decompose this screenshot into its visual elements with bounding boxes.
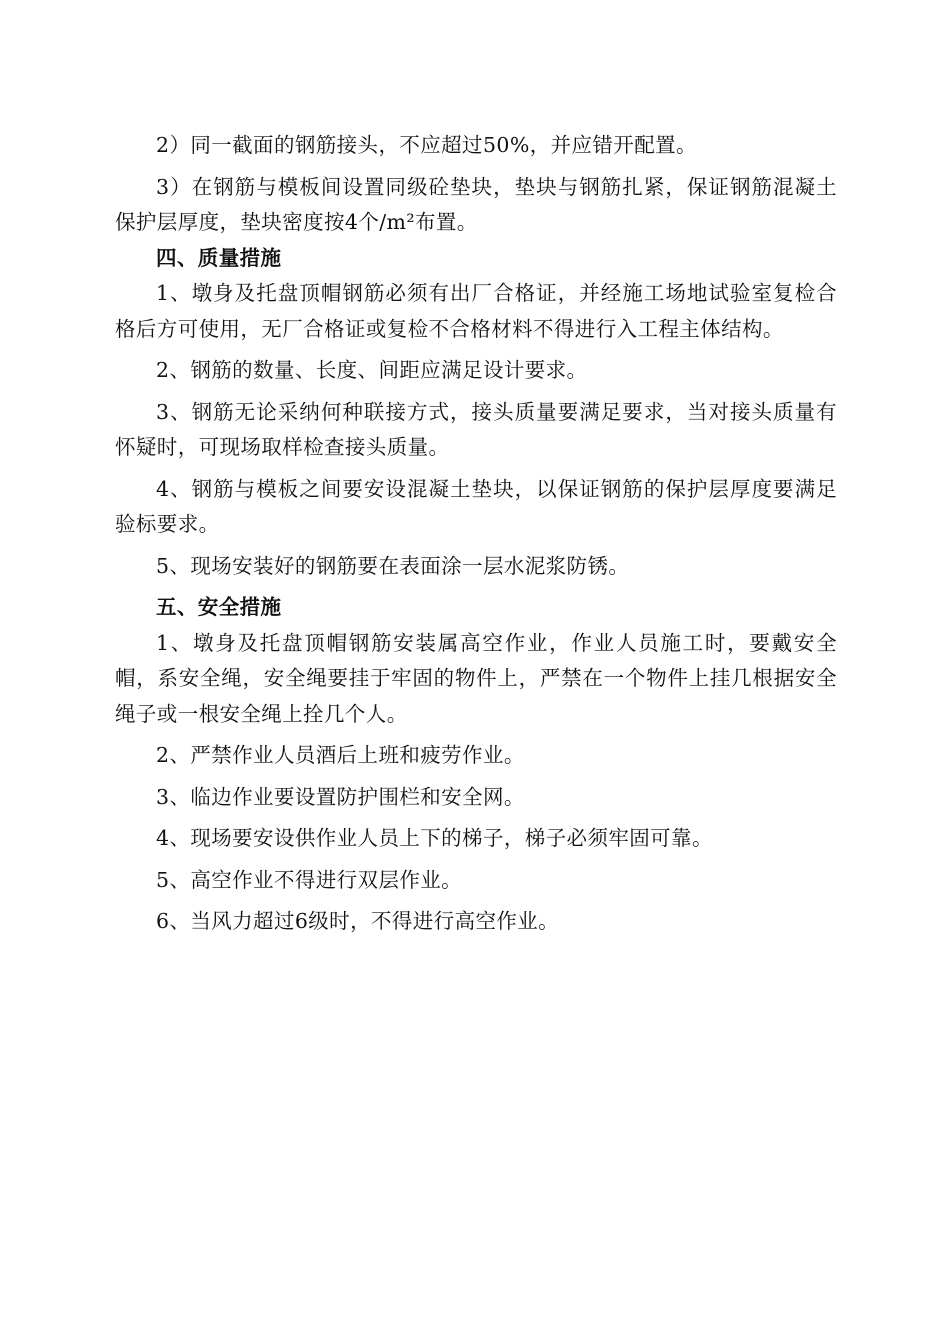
paragraph: 1、墩身及托盘顶帽钢筋安装属高空作业，作业人员施工时，要戴安全帽，系安全绳，安全绳要挂于牢固的物件上，严禁在一个物件上挂几根据安全绳子或一根安全绳上拴几个人。 bbox=[115, 630, 837, 726]
paragraph: 3、钢筋无论采纳何种联接方式，接头质量要满足要求，当对接头质量有怀疑时，可现场取样检查接头质量。 bbox=[115, 399, 837, 459]
paragraph: 2、严禁作业人员酒后上班和疲劳作业。 bbox=[156, 743, 525, 767]
paragraph: 4、钢筋与模板之间要安设混凝土垫块，以保证钢筋的保护层厚度要满足验标要求。 bbox=[115, 476, 837, 536]
paragraph: 2、钢筋的数量、长度、间距应满足设计要求。 bbox=[156, 358, 588, 382]
section-heading-safety: 五、安全措施 bbox=[156, 595, 282, 619]
paragraph: 2）同一截面的钢筋接头，不应超过50%，并应错开配置。 bbox=[156, 133, 697, 157]
paragraph: 4、现场要安设供作业人员上下的梯子，梯子必须牢固可靠。 bbox=[156, 826, 713, 850]
document-page bbox=[115, 128, 837, 940]
paragraph: 5、现场安装好的钢筋要在表面涂一层水泥浆防锈。 bbox=[156, 553, 630, 578]
paragraph: 6、当风力超过6级时，不得进行高空作业。 bbox=[156, 909, 560, 933]
paragraph: 3）在钢筋与模板间设置同级砼垫块，垫块与钢筋扎紧，保证钢筋混凝土保护层厚度，垫块密度按4个/m²布置。 bbox=[115, 174, 837, 234]
paragraph: 5、高空作业不得进行双层作业。 bbox=[156, 867, 463, 892]
paragraph: 1、墩身及托盘顶帽钢筋必须有出厂合格证，并经施工场地试验室复检合格后方可使用，无厂合格证或复检不合格材料不得进行入工程主体结构。 bbox=[115, 281, 837, 341]
section-heading-quality: 四、质量措施 bbox=[156, 245, 282, 270]
paragraph: 3、临边作业要设置防护围栏和安全网。 bbox=[156, 784, 525, 809]
